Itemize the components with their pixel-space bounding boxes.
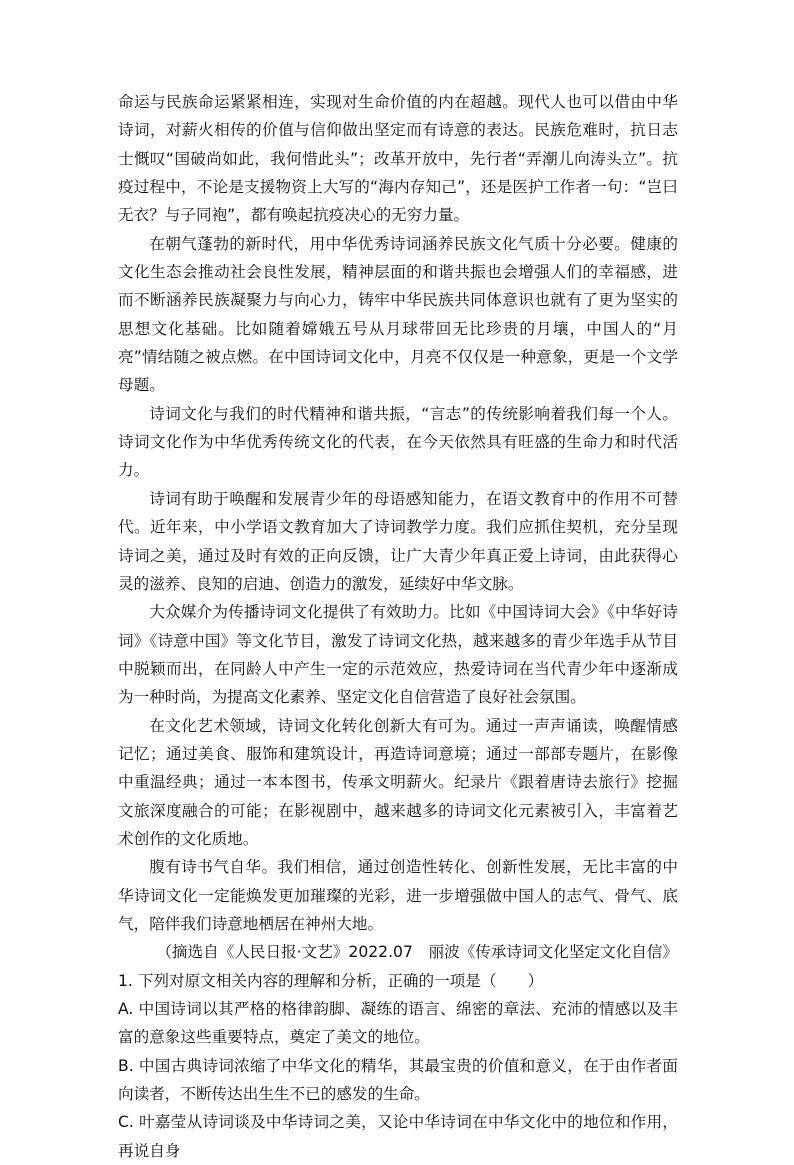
paragraph-3: 诗词文化与我们的时代精神和谐共振，“言志”的传统影响着我们每一个人。诗词文化作为中华优秀传统文化的代表，在今天依然具有旺盛的生命力和时代活力。 [118,404,678,480]
option-b: B. 中国古典诗词浓缩了中华文化的精华，其最宝贵的价值和意义，在于由作者面向读者，不断传达出生生不已的感发的生命。 [118,1056,678,1104]
option-c: C. 叶嘉莹从诗词谈及中华诗词之美，又论中华诗词在中华文化中的地位和作用，再说自身 [118,1113,678,1160]
question-stem: 1. 下列对原文相关内容的理解和分析，正确的一项是（ ） [118,971,544,990]
option-a: A. 中国诗词以其严格的格律韵脚、凝练的语言、绵密的章法、充沛的情感以及丰富的意象这些重要特点，奠定了美文的地位。 [118,1000,678,1047]
article-source: （摘选自《人民日报·文艺》2022.07 丽波《传承诗词文化坚定文化自信》 [156,943,678,962]
paragraph-1: 命运与民族命运紧紧相连，实现对生命价值的内在超越。现代人也可以借由中华诗词，对薪火相传的价值与信仰做出坚定而有诗意的表达。民族危难时，抗日志士慨叹“国破尚如此，我何惜此头”；改革开放中，先行者“弄潮儿向涛头立”。抗疫过程中，不论是支援物资上大写的“海内存知己”，还是医护工作者一句：“岂曰无衣？与子同袍”，都有唤起抗疫决心的无穷力量。 [118,93,678,225]
paragraph-7: 腹有诗书气自华。我们相信，通过创造性转化、创新性发展，无比丰富的中华诗词文化一定能焕发更加璀璨的光彩，进一步增强做中国人的志气、骨气、底气，陪伴我们诗意地栖居在神州大地。 [118,858,678,933]
paragraph-4: 诗词有助于唤醒和发展青少年的母语感知能力，在语文教育中的作用不可替代。近年来，中小学语文教育加大了诗词教学力度。我们应抓住契机，充分呈现诗词之美，通过及时有效的正向反馈，让广大青少年真正爱上诗词，由此获得心灵的滋养、良知的启迪、创造力的激发，延续好中华文脉。 [118,489,678,593]
paragraph-5: 大众媒介为传播诗词文化提供了有效助力。比如《中国诗词大会》《中华好诗词》《诗意中国》等文化节目，激发了诗词文化热，越来越多的青少年选手从节目中脱颖而出，在同龄人中产生一定的示范效应，热爱诗词在当代青少年中逐渐成为一种时尚，为提高文化素养、坚定文化自信营造了良好社会氛围。 [118,603,678,707]
paragraph-6: 在文化艺术领域，诗词文化转化创新大有可为。通过一声声诵读，唤醒情感记忆；通过美食、服饰和建筑设计，再造诗词意境；通过一部部专题片，在影像中重温经典；通过一本本图书，传承文明薪火。纪录片《跟着唐诗去旅行》挖掘文旅深度融合的可能；在影视剧中，越来越多的诗词文化元素被引入，丰富着艺术创作的文化质地。 [118,716,678,848]
document-body [118,88,678,1165]
paragraph-2: 在朝气蓬勃的新时代，用中华优秀诗词涵养民族文化气质十分必要。健康的文化生态会推动社会良性发展，精神层面的和谐共振也会增强人们的幸福感，进而不断涵养民族凝聚力与向心力，铸牢中华民族共同体意识也就有了更为坚实的思想文化基础。比如随着嫦娥五号从月球带回无比珍贵的月壤，中国人的“月亮”情结随之被点燃。在中国诗词文化中，月亮不仅仅是一种意象，更是一个文学母题。 [118,234,678,395]
